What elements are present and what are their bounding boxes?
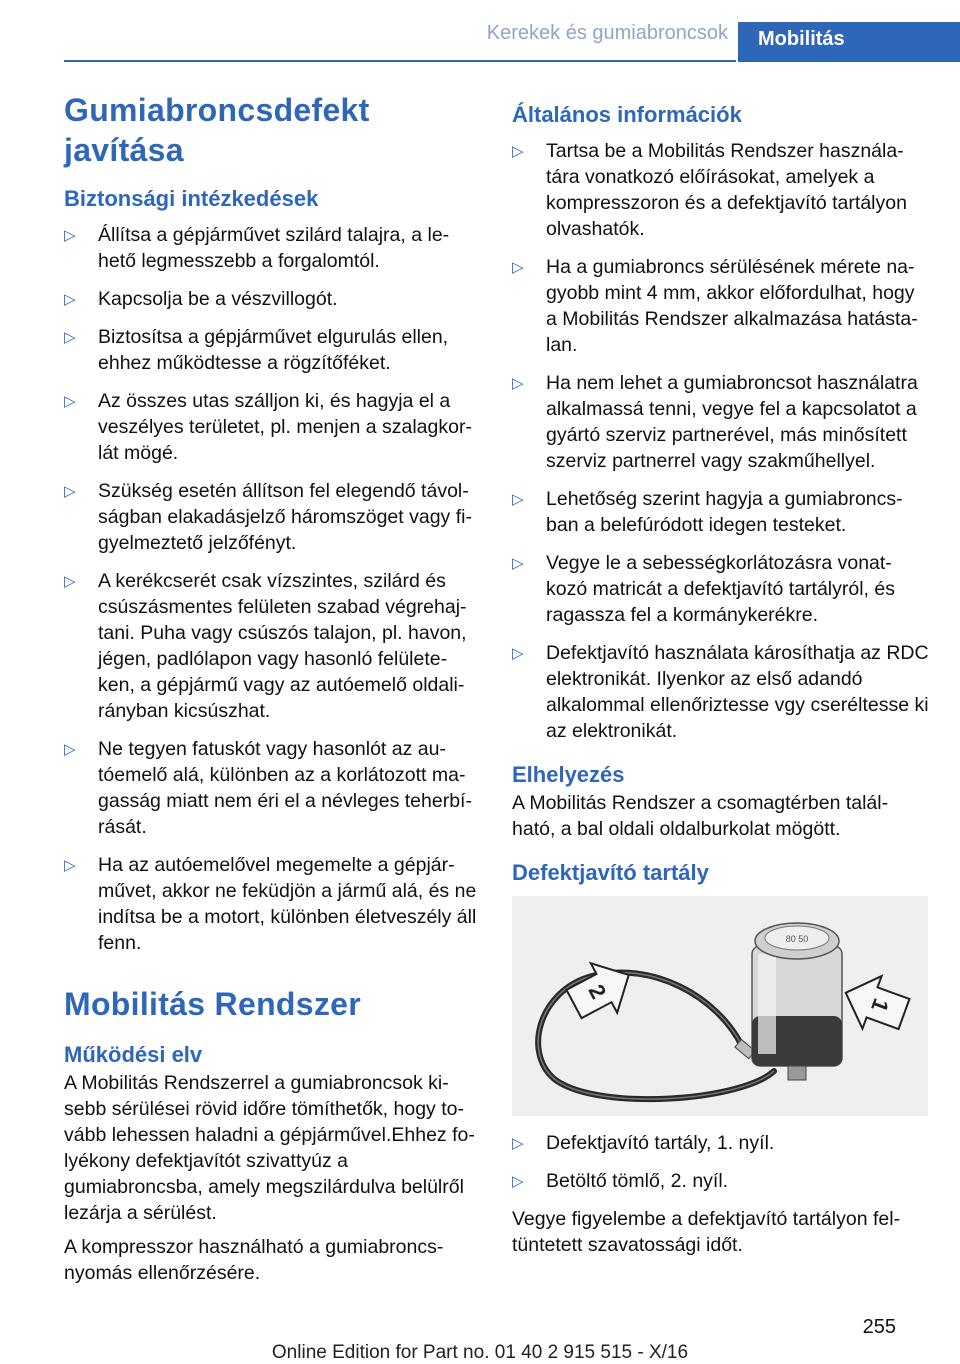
list-item <box>64 286 480 312</box>
list-item <box>64 568 480 724</box>
bullet-triangle-icon: ▷ <box>64 291 76 308</box>
bullet-triangle-icon: ▷ <box>64 393 76 410</box>
list-item <box>512 486 930 538</box>
principle-heading: Működési elv <box>64 1042 203 1067</box>
mobility-title: Mobilitás Rendszer <box>64 986 362 1022</box>
list-item <box>64 736 480 840</box>
list-item <box>64 852 480 956</box>
list-item-text: Vegye le a sebességkorlátozásra vonat-kozó matricát a defektjavító tartályról, és ragassza fel a kormánykerékre. <box>546 552 895 626</box>
arrow-2-icon <box>561 950 642 1029</box>
list-item <box>64 324 480 376</box>
bullet-triangle-icon: ▷ <box>64 227 76 244</box>
figure-legend-list <box>512 1130 930 1194</box>
arrow-1-icon <box>836 966 913 1040</box>
bullet-triangle-icon: ▷ <box>512 645 524 662</box>
arrow-2-label: 2 <box>583 980 612 1003</box>
list-item-text: Ne tegyen fatuskót vagy hasonlót az au-tóemelő alá, különben az a korlátozott ma-gasság miatt nem éri el a névleges teherbí-rását. <box>98 738 472 838</box>
general-info-heading: Általános információk <box>512 102 742 127</box>
list-item-text: A kerékcserét csak vízszintes, szilárd és csúszásmentes felületen szabad végrehaj-tani. Puha vagy csúszós talajon, pl. havon, jégen, padlólapon vagy hasonló felülete-ken, a gépjármű vagy az autóemelő oldali-rányban kicsúszhat. <box>98 570 467 722</box>
page-title: Gumiabroncsdefekt javítása <box>64 92 370 168</box>
page-header <box>0 0 960 62</box>
location-heading: Elhelyezés <box>512 762 625 787</box>
list-item <box>512 1168 930 1194</box>
edition-note: Online Edition for Part no. 01 40 2 915 515 - X/16 <box>271 1342 689 1363</box>
list-item <box>512 1130 930 1156</box>
arrow-1-label: 1 <box>866 995 894 1016</box>
bullet-triangle-icon: ▷ <box>64 329 76 346</box>
list-item-text: Ha a gumiabroncs sérülésének mérete na-gyobb mint 4 mm, akkor előfordulhat, hogy a Mobilitás Rendszer alkalmazása hatásta-lan. <box>546 256 918 356</box>
page-footer <box>0 1316 960 1362</box>
list-item-text: Defektjavító használata károsíthatja az RDC elektronikát. Ilyenkor az első adandó alkalommal ellenőriztesse vgy cseréltesse ki az elektronikát. <box>546 642 929 742</box>
list-item-text: Biztosítsa a gépjárművet elgurulás ellen, ehhez működtesse a rögzítőféket. <box>98 326 449 374</box>
bullet-triangle-icon: ▷ <box>512 143 524 160</box>
safety-heading: Biztonsági intézkedések <box>64 186 319 211</box>
list-item-text: Tartsa be a Mobilitás Rendszer használa-tára vonatkozó előírásokat, amelyek a kompresszoron és a defektjavító tartályon olvashatók. <box>546 140 907 240</box>
cap-label: 80 50 <box>785 934 809 944</box>
container-heading: Defektjavító tartály <box>512 860 709 885</box>
list-item-text: Ha nem lehet a gumiabroncsot használatra alkalmassá tenni, vegye fel a kapcsolatot a gyártó szerviz partnerével, más minősített szerviz partnerrel vagy szakműhellyel. <box>546 372 918 472</box>
list-item <box>512 550 930 628</box>
header-rule <box>64 60 736 62</box>
left-column <box>64 90 480 1286</box>
list-item <box>512 640 930 744</box>
principle-paragraph-2: A kompresszor használható a gumiabroncs-nyomás ellenőrzésére. <box>64 1236 444 1284</box>
bullet-triangle-icon: ▷ <box>512 1173 524 1190</box>
list-item-text: Lehetőség szerint hagyja a gumiabroncs-ban a belefúródott idegen testeket. <box>546 488 903 536</box>
bullet-triangle-icon: ▷ <box>64 857 76 874</box>
principle-paragraph: A Mobilitás Rendszerrel a gumiabroncsok ki-sebb sérülései rövid időre tömíthetők, hogy to-vább lehessen haladni a gépjárművel.Ehhez fo-lyékony defektjavítót szivattyúz a gumiabroncsba, amely megszilárdulva belülről lezárja a sérülést. <box>64 1072 475 1224</box>
bullet-triangle-icon: ▷ <box>64 483 76 500</box>
location-paragraph: A Mobilitás Rendszer a csomagtérben talál-ható, a bal oldali oldalburkolat mögött. <box>512 792 889 840</box>
sealant-container-illustration <box>512 896 928 1116</box>
safety-list <box>64 222 480 956</box>
valve-stem <box>788 1066 806 1080</box>
page-number: 255 <box>862 1316 896 1338</box>
section-breadcrumb[interactable]: Kerekek és gumiabroncsok <box>486 22 728 44</box>
list-item-text: Defektjavító tartály, 1. nyíl. <box>546 1132 775 1154</box>
bullet-triangle-icon: ▷ <box>512 555 524 572</box>
list-item <box>64 222 480 274</box>
bullet-triangle-icon: ▷ <box>64 741 76 758</box>
closing-paragraph: Vegye figyelembe a defektjavító tartályon fel-tüntetett szavatossági időt. <box>512 1208 901 1256</box>
general-info-list <box>512 138 930 744</box>
bullet-triangle-icon: ▷ <box>512 491 524 508</box>
bullet-triangle-icon: ▷ <box>512 259 524 276</box>
list-item-text: Az összes utas szálljon ki, és hagyja el a veszélyes területet, pl. menjen a szalagkor-lát mögé. <box>98 390 472 464</box>
right-column <box>512 100 930 1258</box>
list-item-text: Kapcsolja be a vészvillogót. <box>98 288 338 310</box>
bullet-triangle-icon: ▷ <box>512 1135 524 1152</box>
bullet-triangle-icon: ▷ <box>64 573 76 590</box>
list-item-text: Állítsa a gépjárművet szilárd talajra, a le-hető legmesszebb a forgalomtól. <box>98 224 450 272</box>
list-item <box>512 370 930 474</box>
bullet-triangle-icon: ▷ <box>512 375 524 392</box>
list-item <box>64 388 480 466</box>
list-item <box>512 254 930 358</box>
list-item-text: Betöltő tömlő, 2. nyíl. <box>546 1170 729 1192</box>
list-item-text: Szükség esetén állítson fel elegendő távol-ságban elakadásjelző háromszöget vagy fi-gyelmeztető jelzőfényt. <box>98 480 472 554</box>
list-item-text: Ha az autóemelővel megemelte a gépjár-művet, akkor ne feküdjön a jármű alá, és ne indítsa be a motort, különben életveszély áll fenn. <box>98 854 477 954</box>
list-item <box>512 138 930 242</box>
list-item <box>64 478 480 556</box>
sealant-container-figure <box>512 896 928 1116</box>
chapter-tab[interactable]: Mobilitás <box>738 22 960 62</box>
